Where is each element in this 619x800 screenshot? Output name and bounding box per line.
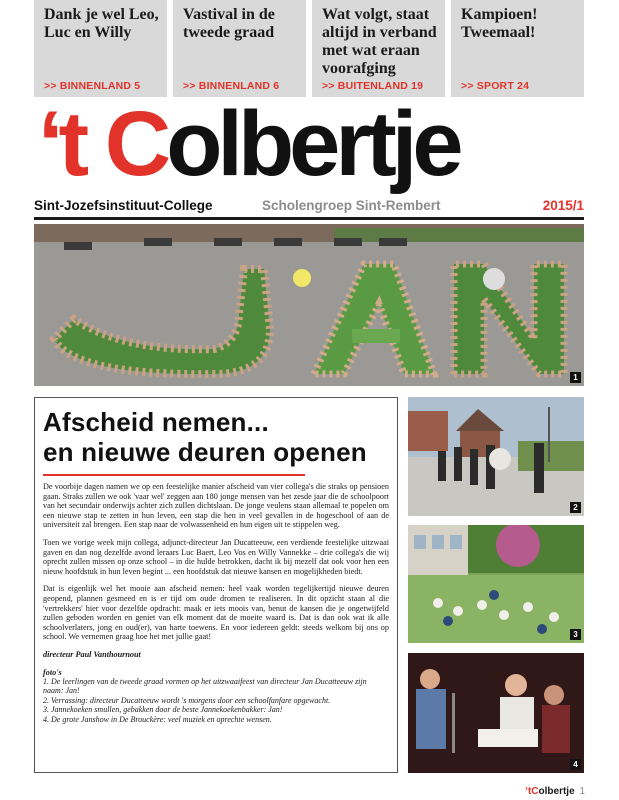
teaser-link[interactable]: >> BUITENLAND 19 (322, 80, 424, 92)
headline-rule (43, 474, 305, 476)
logo-rest: olbertje (166, 93, 459, 195)
lead-article (34, 397, 398, 773)
teaser-title: Dank je wel Leo, Luc en Willy (44, 6, 159, 41)
janshow-photo-image (408, 653, 584, 773)
article-paragraph: Toen we vorige week mijn collega, adjunct-directeur Jan Ducatteeuw, een verdiende feestelijke uitzwaai gaven en dan nog dezelfde avond leraars Luc Baert, Leo Vos en Willy Vannekke – drie collega's die wij oprecht zullen missen op onze school – in die hulde betrokken, dacht ik bij mezelf dat ook voor hen een nieuw hoofdstuk in hun leven begint ... een hoofdstuk dat nieuwe kansen en mogelijkheden biedt. (43, 537, 389, 576)
photo-group-jan (34, 224, 584, 386)
article-headline-line2: en nieuwe deuren openen (43, 437, 367, 467)
teaser-box[interactable] (34, 0, 167, 97)
teaser-title: Wat volgt, staat altijd in verband met wat eraan voorafging (322, 6, 437, 77)
teaser-box[interactable] (451, 0, 584, 97)
teaser-title: Kampioen! Tweemaal! (461, 6, 538, 41)
captions-title: foto's (43, 667, 62, 677)
teaser-link[interactable]: >> SPORT 24 (461, 80, 530, 92)
photo-picnic (408, 525, 584, 643)
photo-number: 2 (570, 502, 581, 513)
school-group: Scholengroep Sint-Rembert (262, 198, 441, 213)
teaser-box[interactable] (312, 0, 445, 97)
teaser-link[interactable]: >> BINNENLAND 5 (44, 80, 141, 92)
photo-caption: 3. Jannekoeken smullen, gebakken door de beste Jannekoekenbakker: Jan! (43, 705, 283, 715)
teaser-title: Vastival in de tweede graad (183, 6, 275, 41)
newspaper-logo (38, 94, 459, 194)
group-photo-image (34, 224, 584, 386)
page-footer (525, 786, 585, 797)
photo-janshow (408, 653, 584, 773)
photo-caption: 2. Verrassing: directeur Ducatteeuw wordt 's morgens door een schoolfanfare opgewacht. (43, 695, 331, 705)
footer-logo-c: C (531, 786, 539, 797)
fanfare-photo-image (408, 397, 584, 516)
issue-number: 2015/1 (542, 198, 584, 213)
logo-c: C (104, 93, 167, 195)
article-paragraph: Dat is eigenlijk wel het mooie aan afscheid nemen: heel vaak worden tegelijkertijd nieuwe deuren geopend, plannen gesmeed en is er tijd om oude dromen te realiseren. In dit opzicht staan al die 'vertrekkers' hier voor dezelfde opdracht: maak er iets moois van, benut de kansen die je ongetwijfeld zullen geboden worden en geniet van elk moment dat de moeite waard is. Dat is dan ook wat ik alle schoolverlaters, jong en oud(er), van harte toewens. En voor iedereen geldt: steeds welkom bij ons op school. We vernemen graag hoe het met jullie gaat! (43, 584, 389, 642)
article-paragraph: De voorbije dagen namen we op een feestelijke manier afscheid van vier collega's die straks op pensioen gaan. Straks zullen we ook 'vaar wel' zeggen aan 180 jonge mensen van het zesde jaar die de schoolpoort van het secundair onderwijs achter zich zullen dichtslaan. De jonge veulens staan allemaal te popelen om een nieuwe stap te zetten in hun leven, een stap die hen in veel gevallen in de hogeschool of aan de universiteit zal brengen. Een stap naar de volwassenheid en hun eigen uit te stippelen weg. (43, 482, 389, 530)
photo-number: 1 (570, 372, 581, 383)
article-signature: directeur Paul Vanthournout (43, 649, 141, 659)
photo-number: 4 (570, 759, 581, 770)
teaser-box[interactable] (173, 0, 306, 97)
photo-caption: 1. De leerlingen van de tweede graad vormen op het uitzwaaifeest van directeur Jan Ducatteeuw zijn naam: Jan! (43, 676, 367, 696)
school-name: Sint-Jozefsinstituut-College (34, 198, 213, 213)
page-number: 1 (579, 786, 585, 797)
teaser-link[interactable]: >> BINNENLAND 6 (183, 80, 280, 92)
picnic-photo-image (408, 525, 584, 643)
footer-logo-rest: olbertje (538, 786, 575, 797)
photo-caption: 4. De grote Janshow in De Brouckère: veel muziek en oprechte wensen. (43, 714, 272, 724)
logo-prefix: ‘t (38, 93, 105, 195)
masthead-subline (34, 197, 584, 220)
masthead (34, 93, 584, 200)
article-headline-line1: Afscheid nemen... (43, 407, 269, 437)
footer-logo-prefix: ‘t (525, 786, 532, 797)
teaser-row (34, 0, 584, 97)
photo-number: 3 (570, 629, 581, 640)
photo-fanfare (408, 397, 584, 516)
